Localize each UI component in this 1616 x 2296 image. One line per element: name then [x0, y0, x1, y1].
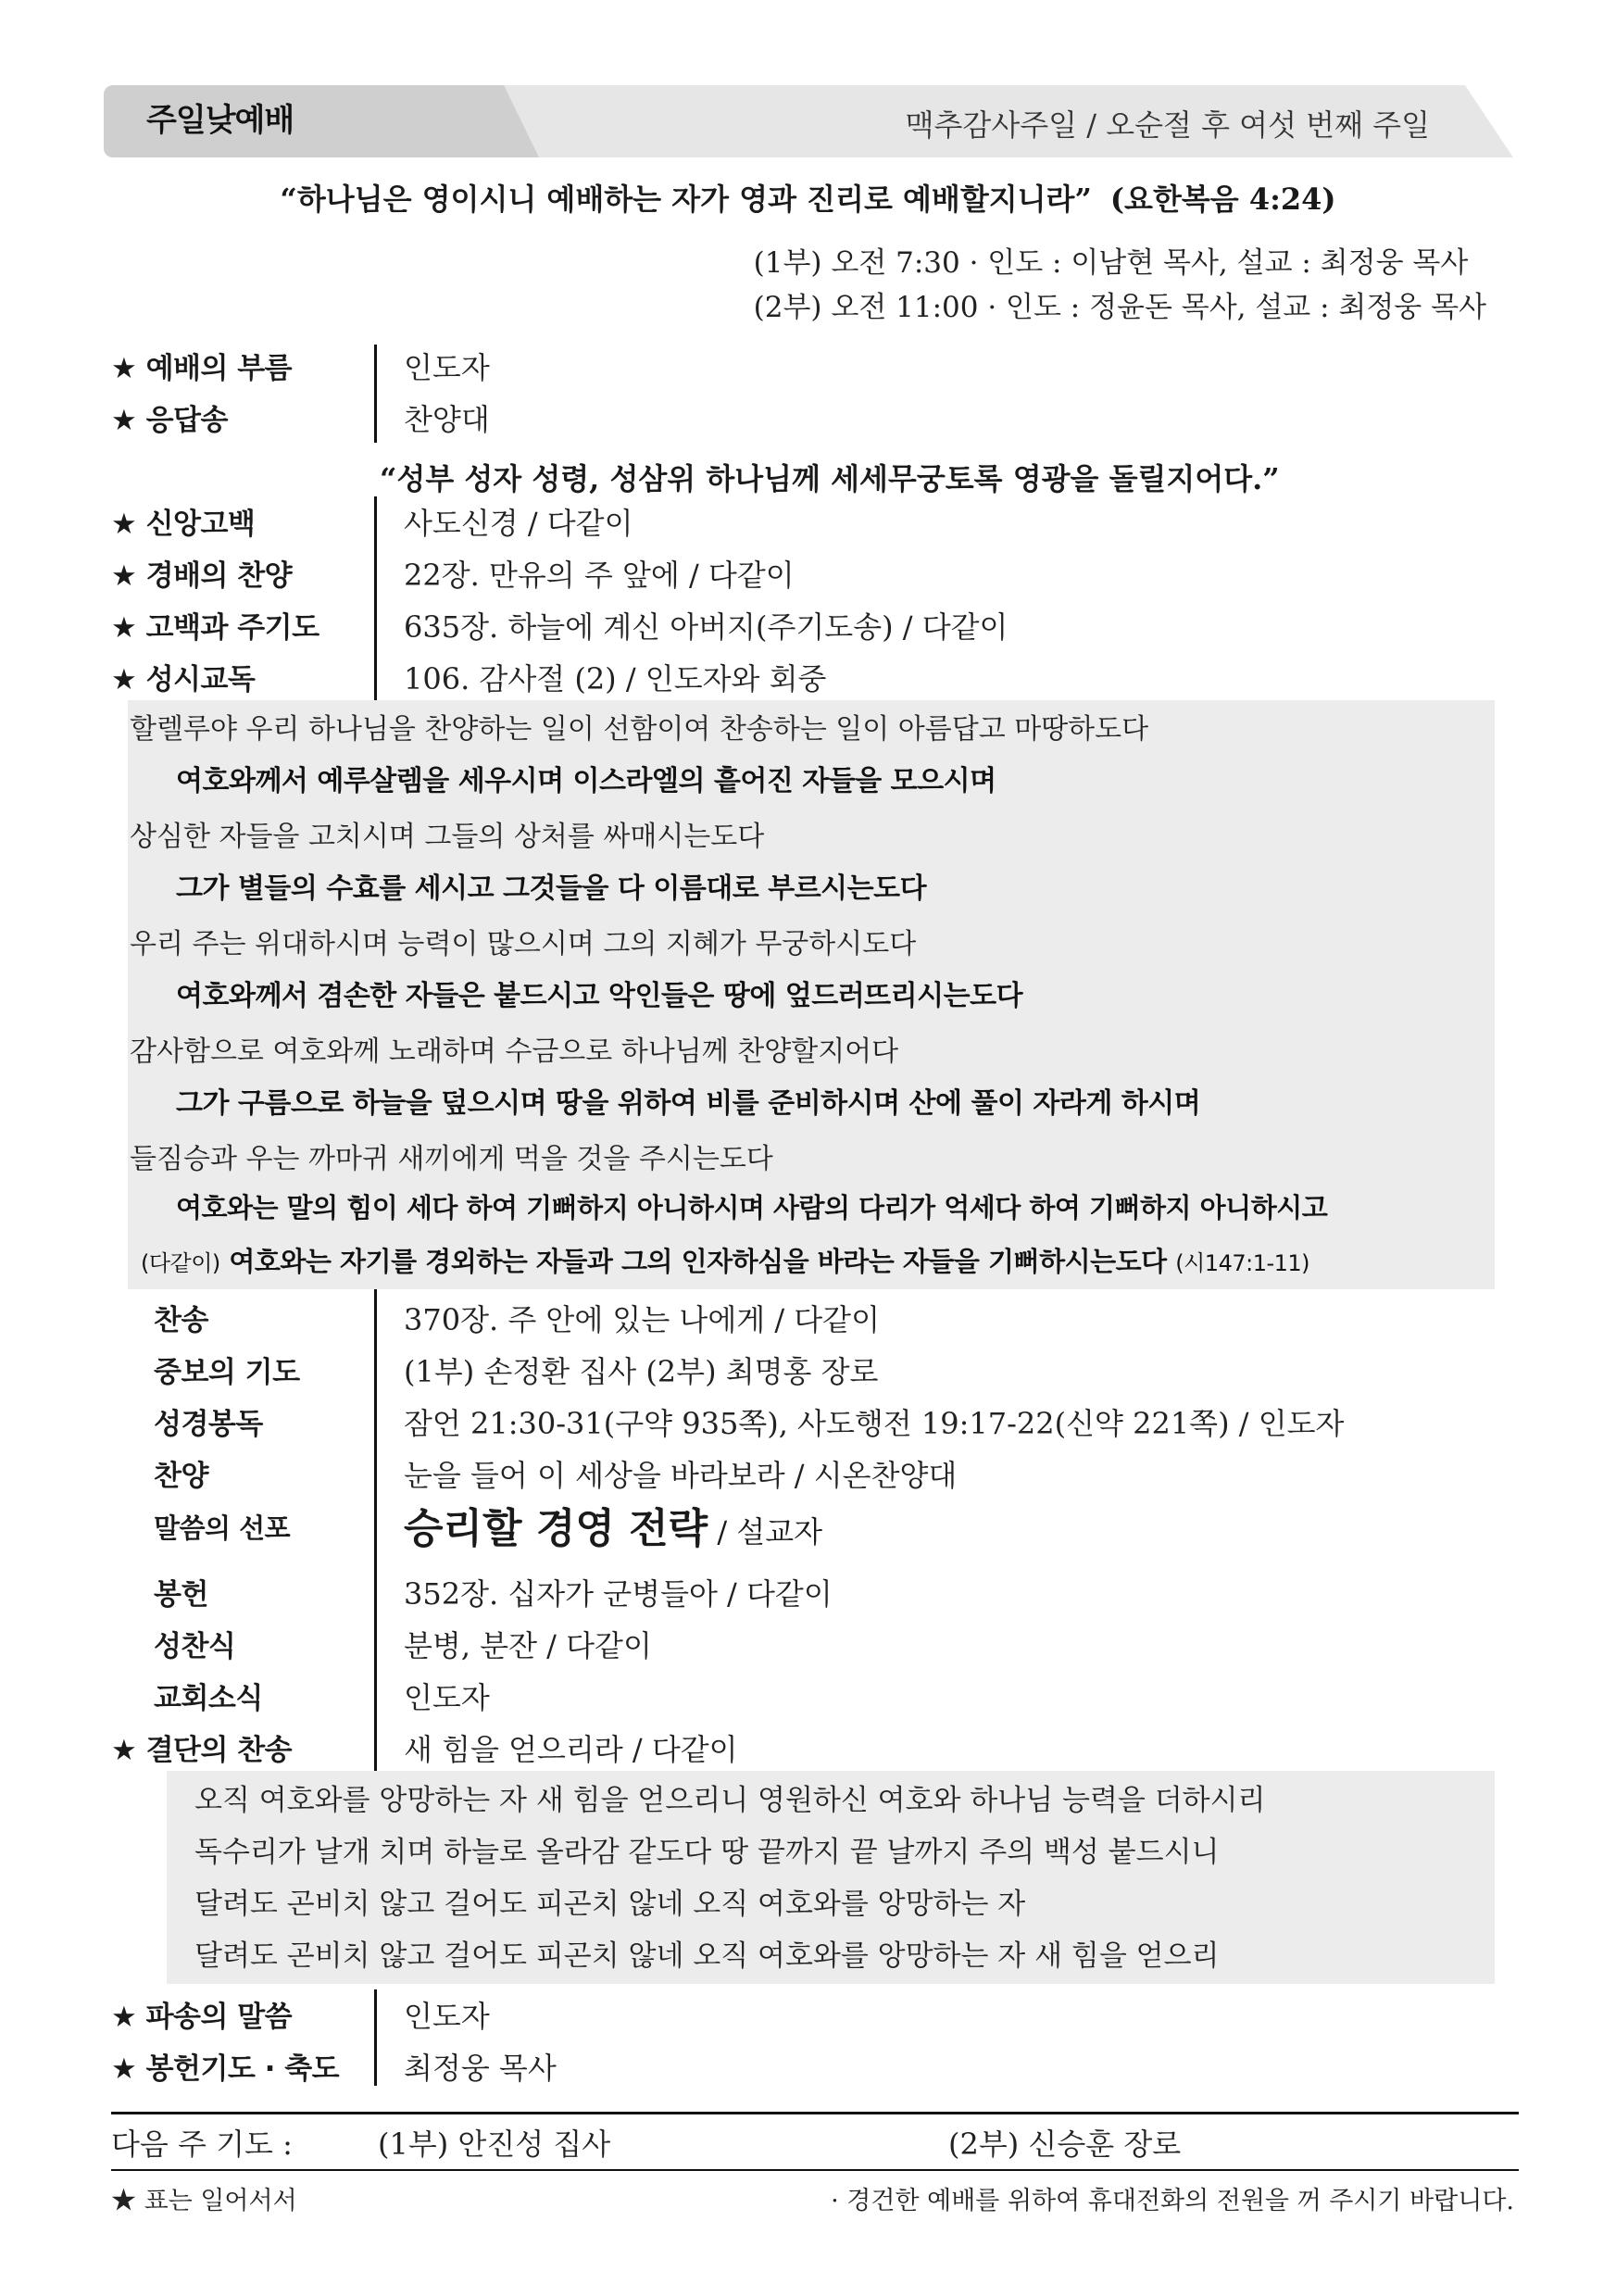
- section-header: [104, 85, 1513, 157]
- order-label: ★ 결단의 찬송: [111, 1734, 293, 1767]
- order-item: [111, 1395, 1519, 1447]
- order-item: [111, 1669, 1519, 1721]
- order-value: (1부) 손정환 집사 (2부) 최명홍 장로: [404, 1354, 879, 1389]
- order-value: 370장. 주 안에 있는 나에게 / 다같이: [404, 1302, 881, 1337]
- order-value: 22장. 만유의 주 앞에 / 다같이: [404, 558, 795, 593]
- sermon-preacher: / 설교자: [708, 1514, 823, 1549]
- sermon-title: 승리할 경영 전략: [404, 1505, 708, 1552]
- order-value: 635장. 하늘에 계신 아버지(주기도송) / 다같이: [404, 609, 1008, 645]
- service-time-1: (1부) 오전 7:30 · 인도 : 이남현 목사, 설교 : 최정웅 목사: [753, 246, 1469, 280]
- order-label: 성찬식: [154, 1630, 236, 1663]
- order-item: [111, 1617, 1519, 1669]
- next-week-second: (2부) 신승훈 장로: [948, 2127, 1182, 2162]
- theme-verse: [0, 176, 1616, 219]
- sermon-title-line: [404, 1495, 822, 1554]
- service-times: [754, 241, 1486, 330]
- phone-note: · 경건한 예배를 위하여 휴대전화의 전원을 꺼 주시기 바랍니다.: [831, 2187, 1514, 2215]
- order-item: [111, 1447, 1519, 1499]
- hymn-lyric-line: 오직 여호와를 앙망하는 자 새 힘을 얻으리니 영원하신 여호와 하나님 능력을 더하시리: [194, 1784, 1266, 1817]
- doxology: “성부 성자 성령, 성삼위 하나님께 세세무궁토록 영광을 돌릴지어다.”: [380, 461, 1280, 496]
- next-week-label: 다음 주 기도 :: [111, 2127, 293, 2162]
- order-label: 중보의 기도: [154, 1356, 300, 1389]
- standing-note: ★ 표는 일어서서: [111, 2187, 297, 2215]
- order-item: [111, 1565, 1519, 1617]
- psalm-line: 여호와께서 예루살렘을 세우시며 이스라엘의 흩어진 자들을 모으시며: [176, 765, 996, 797]
- order-item: [111, 495, 1519, 546]
- service-time-2: (2부) 오전 11:00 · 인도 : 정윤돈 목사, 설교 : 최정웅 목사: [753, 291, 1486, 324]
- order-value: 찬양대: [404, 402, 490, 437]
- verse-reference: (요한복음 4:24): [1109, 182, 1336, 217]
- order-label: ★ 예배의 부름: [111, 352, 293, 385]
- order-value: 눈을 들어 이 세상을 바라보라 / 시온찬양대: [404, 1458, 958, 1493]
- psalm-last-line: [141, 1241, 1309, 1279]
- service-title: 주일낮예배: [146, 102, 294, 139]
- order-value: 106. 감사절 (2) / 인도자와 회중: [404, 661, 827, 696]
- order-label: 성경봉독: [154, 1408, 263, 1441]
- psalm-line: 상심한 자들을 고치시며 그들의 상처를 싸매시는도다: [130, 821, 765, 853]
- order-label: ★ 파송의 말씀: [111, 2001, 293, 2034]
- order-item: [111, 598, 1519, 650]
- order-item: [111, 2039, 1519, 2091]
- hymn-lyric-line: 달려도 곤비치 않고 걸어도 피곤치 않네 오직 여호와를 앙망하는 자: [194, 1888, 1026, 1921]
- order-label: 찬송: [154, 1304, 208, 1337]
- psalm-line: 여호와는 말의 힘이 세다 하여 기뻐하지 아니하시며 사람의 다리가 억세다 하여 기뻐하지 아니하시고: [176, 1192, 1328, 1223]
- order-label: 찬양: [154, 1460, 208, 1493]
- order-label: 봉헌: [154, 1578, 208, 1612]
- hymn-lyric-line: 달려도 곤비치 않고 걸어도 피곤치 않네 오직 여호와를 앙망하는 자 새 힘을 얻으리: [194, 1939, 1220, 1973]
- order-label: 교회소식: [154, 1682, 263, 1715]
- order-value: 인도자: [404, 350, 490, 385]
- order-label: ★ 신앙고백: [111, 508, 256, 541]
- psalm-line: 우리 주는 위대하시며 능력이 많으시며 그의 지혜가 무궁하시도다: [130, 928, 917, 960]
- order-value: 인도자: [404, 1999, 490, 2034]
- order-label: ★ 응답송: [111, 404, 228, 437]
- order-item: [111, 1988, 1519, 2039]
- order-label: ★ 봉헌기도 · 축도: [111, 2052, 340, 2086]
- order-item: [111, 1721, 1519, 1773]
- order-item: [111, 1343, 1519, 1395]
- order-item: [111, 546, 1519, 598]
- order-value: 사도신경 / 다같이: [404, 506, 633, 541]
- footer-rule: [111, 2169, 1519, 2171]
- order-value: 새 힘을 얻으리라 / 다같이: [404, 1732, 738, 1767]
- order-item: [111, 650, 1519, 702]
- order-item: [111, 339, 1519, 391]
- order-label: ★ 성시교독: [111, 663, 256, 696]
- footer-rule: [111, 2112, 1519, 2114]
- hymn-lyric-line: 독수리가 날개 치며 하늘로 올라감 같도다 땅 끝까지 끝 날까지 주의 백성 붙드시니: [194, 1836, 1220, 1869]
- psalm-line: 들짐승과 우는 까마귀 새끼에게 먹을 것을 주시는도다: [130, 1143, 773, 1175]
- order-value: 잠언 21:30-31(구약 935쪽), 사도행전 19:17-22(신약 221쪽) / 인도자: [404, 1406, 1345, 1441]
- psalm-line: 그가 별들의 수효를 세시고 그것들을 다 이름대로 부르시는도다: [176, 872, 927, 905]
- psalm-line: 여호와께서 겸손한 자들은 붙드시고 악인들은 땅에 엎드러뜨리시는도다: [176, 980, 1023, 1012]
- order-label: ★ 경배의 찬양: [111, 559, 293, 593]
- order-value: 최정웅 목사: [404, 2051, 557, 2086]
- verse-text: “하나님은 영이시니 예배하는 자가 영과 진리로 예배할지니라”: [280, 182, 1092, 217]
- next-week-first: (1부) 안진성 집사: [378, 2127, 611, 2162]
- order-value: 352장. 십자가 군병들아 / 다같이: [404, 1576, 833, 1612]
- psalm-line: 할렐루야 우리 하나님을 찬양하는 일이 선함이여 찬송하는 일이 아름답고 마땅하도다: [130, 713, 1149, 746]
- order-value: 인도자: [404, 1680, 490, 1715]
- psalm-last-text: 여호와는 자기를 경외하는 자들과 그의 인자하심을 바라는 자들을 기뻐하시는도다: [229, 1246, 1167, 1277]
- service-subtitle: 맥추감사주일 / 오순절 후 여섯 번째 주일: [905, 107, 1430, 143]
- order-item: [111, 391, 1519, 443]
- psalm-last-prefix: (다같이): [141, 1250, 220, 1276]
- psalm-reference: (시147:1-11): [1175, 1250, 1310, 1276]
- order-value: 분병, 분잔 / 다같이: [404, 1628, 652, 1663]
- order-label: ★ 고백과 주기도: [111, 611, 319, 645]
- psalm-line: 감사함으로 여호와께 노래하며 수금으로 하나님께 찬양할지어다: [130, 1035, 899, 1068]
- order-label: 말씀의 선포: [154, 1512, 291, 1544]
- psalm-line: 그가 구름으로 하늘을 덮으시며 땅을 위하여 비를 준비하시며 산에 풀이 자라게 하시며: [176, 1087, 1201, 1120]
- order-item: [111, 1291, 1519, 1343]
